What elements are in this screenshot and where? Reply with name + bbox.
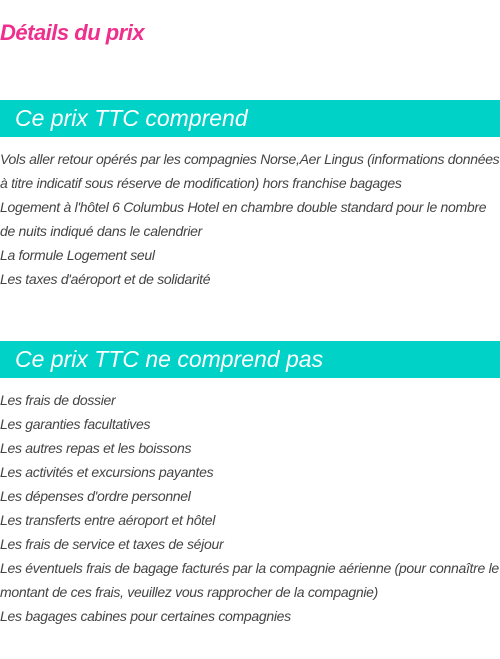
list-item: Logement à l'hôtel 6 Columbus Hotel en chambre double standard pour le nombre de nuits indiqué dans le calendrier xyxy=(0,199,487,239)
list-item: La formule Logement seul xyxy=(0,247,155,263)
list-item: Les transferts entre aéroport et hôtel xyxy=(0,512,216,528)
list-item: Les garanties facultatives xyxy=(0,416,151,432)
list-item: Les bagages cabines pour certaines compagnies xyxy=(0,608,291,624)
list-item: Les dépenses d'ordre personnel xyxy=(0,488,191,504)
excluded-section-heading: Ce prix TTC ne comprend pas xyxy=(0,341,500,378)
list-item: Les éventuels frais de bagage facturés par la compagnie aérienne (pour connaître le montant de ces frais, veuillez vous rapprocher de la compagnie) xyxy=(0,560,499,600)
page-title: Détails du prix xyxy=(0,20,145,45)
excluded-items-list xyxy=(0,388,500,628)
list-item: Les autres repas et les boissons xyxy=(0,440,192,456)
included-section-heading: Ce prix TTC comprend xyxy=(0,100,500,137)
list-item: Les taxes d'aéroport et de solidarité xyxy=(0,271,211,287)
list-item: Les frais de service et taxes de séjour xyxy=(0,536,224,552)
list-item: Les frais de dossier xyxy=(0,392,116,408)
list-item: Les activités et excursions payantes xyxy=(0,464,214,480)
list-item: Vols aller retour opérés par les compagnies Norse,Aer Lingus (informations données à titre indicatif sous réserve de modification) hors franchise bagages xyxy=(0,151,500,191)
included-items-list xyxy=(0,147,500,291)
